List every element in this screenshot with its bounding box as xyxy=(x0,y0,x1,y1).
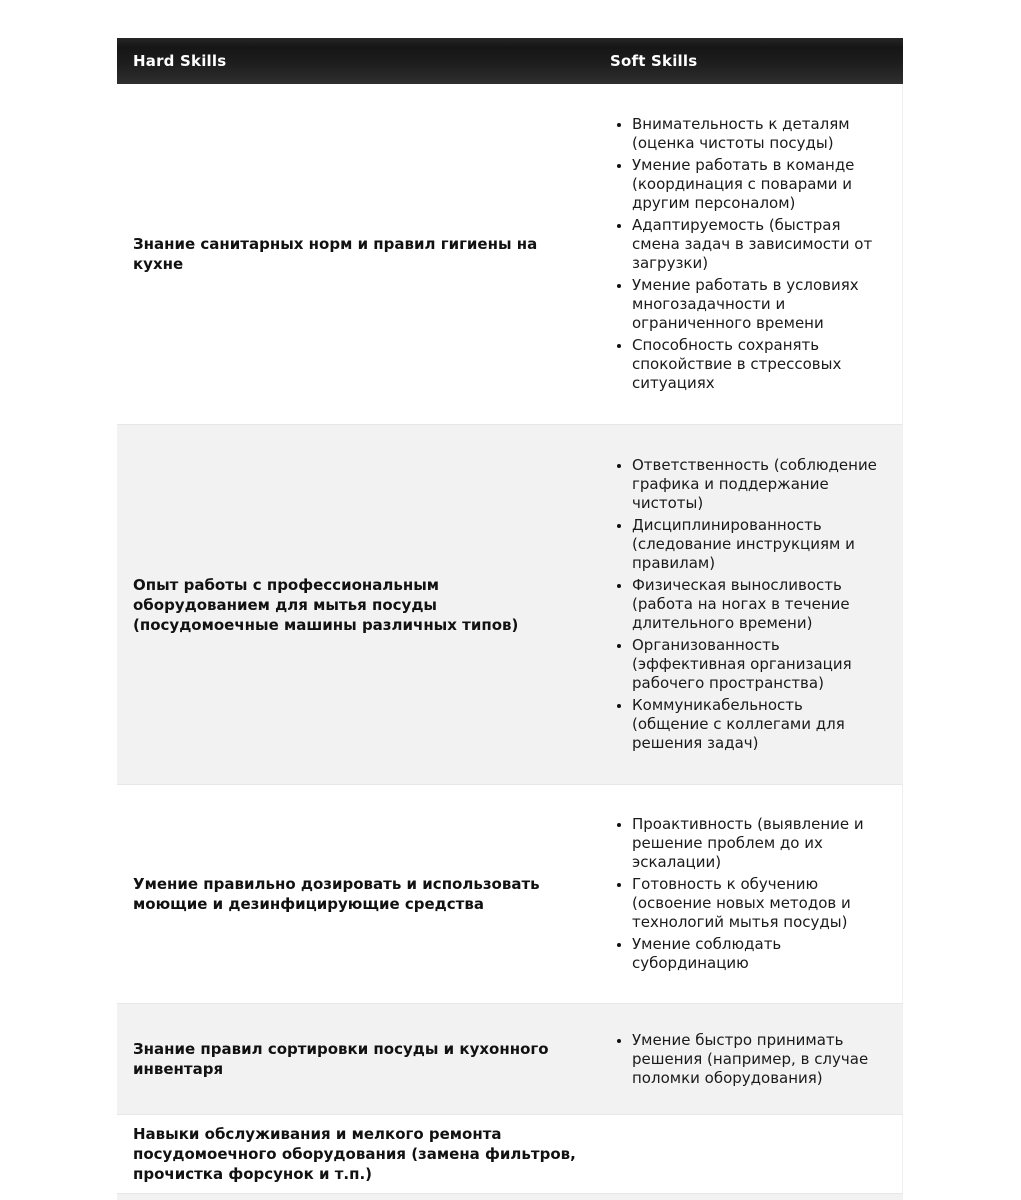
soft-skill-item: • Адаптируемость (быстрая смена задач в зависимости от загрузки) xyxy=(632,216,884,273)
hard-skill-cell xyxy=(117,84,594,424)
soft-skill-item: • Физическая выносливость (работа на ногах в течение длительного времени) xyxy=(632,576,884,633)
soft-skill-item: • Способность сохранять спокойствие в стрессовых ситуациях xyxy=(632,336,884,393)
soft-skill-item: • Внимательность к деталям (оценка чистоты посуды) xyxy=(632,115,884,153)
table-row xyxy=(117,424,903,785)
table-row-cutoff xyxy=(117,1193,903,1200)
soft-skills-cell xyxy=(594,1115,902,1193)
hard-skill-cell xyxy=(117,785,594,1003)
soft-skills-cell xyxy=(594,84,902,424)
hard-skill-text: Навыки обслуживания и мелкого ремонта посудомоечного оборудования (замена фильтров, прочистка форсунок и т.п.) xyxy=(133,1125,576,1183)
table-header-row xyxy=(117,38,903,84)
table-row xyxy=(117,1003,903,1115)
soft-skills-list xyxy=(608,453,884,756)
soft-skill-item: • Умение соблюдать субординацию xyxy=(632,935,884,973)
soft-skills-list xyxy=(608,112,884,396)
header-soft-skills: Soft Skills xyxy=(610,52,698,70)
soft-skill-item: • Коммуникабельность (общение с коллегами для решения задач) xyxy=(632,696,884,753)
table-row xyxy=(117,785,903,1003)
hard-skill-text: Знание санитарных норм и правил гигиены на кухне xyxy=(133,235,538,273)
soft-skills-list xyxy=(608,812,884,976)
header-hard-skills: Hard Skills xyxy=(133,52,227,70)
soft-skill-item: • Организованность (эффективная организация рабочего пространства) xyxy=(632,636,884,693)
hard-skill-cell xyxy=(117,1115,594,1193)
hard-skill-cell xyxy=(117,1004,594,1114)
soft-skills-cell xyxy=(594,425,902,784)
soft-skill-item: • Ответственность (соблюдение графика и поддержание чистоты) xyxy=(632,456,884,513)
table-row xyxy=(117,1115,903,1193)
soft-skills-cell xyxy=(594,1004,902,1114)
soft-skill-item: • Готовность к обучению (освоение новых методов и технологий мытья посуды) xyxy=(632,875,884,932)
soft-skills-list xyxy=(608,1028,884,1091)
table-row xyxy=(117,84,903,424)
soft-skill-item: • Умение работать в условиях многозадачности и ограниченного времени xyxy=(632,276,884,333)
hard-skill-text: Опыт работы с профессиональным оборудованием для мытья посуды (посудомоечные машины различных типов) xyxy=(133,575,519,634)
soft-skill-item: • Проактивность (выявление и решение проблем до их эскалации) xyxy=(632,815,884,872)
hard-skill-cell xyxy=(117,425,594,784)
soft-skill-item: • Умение работать в команде (координация с поварами и другим персоналом) xyxy=(632,156,884,213)
hard-skill-text: Умение правильно дозировать и использовать моющие и дезинфицирующие средства xyxy=(133,875,540,913)
soft-skill-item: • Умение быстро принимать решения (например, в случае поломки оборудования) xyxy=(632,1031,884,1088)
soft-skills-cell xyxy=(594,785,902,1003)
soft-skill-item: • Дисциплинированность (следование инструкциям и правилам) xyxy=(632,516,884,573)
skills-table xyxy=(117,38,903,1200)
hard-skill-text: Знание правил сортировки посуды и кухонного инвентаря xyxy=(133,1040,549,1078)
